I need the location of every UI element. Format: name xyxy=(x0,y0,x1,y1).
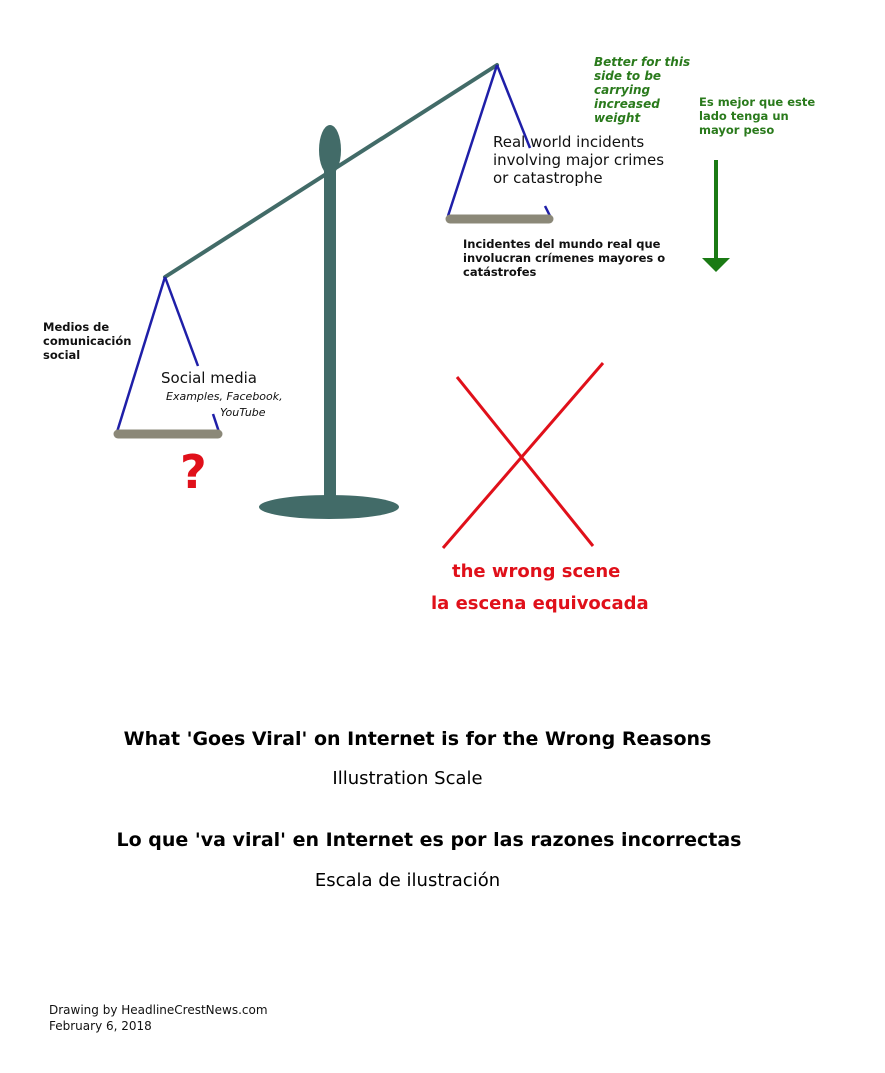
caption-title-en: What 'Goes Viral' on Internet is for the Wrong Reasons xyxy=(123,728,712,750)
left-chain-right xyxy=(165,277,198,366)
left-pan-label-en: Social media xyxy=(161,369,257,387)
credit-date: February 6, 2018 xyxy=(49,1019,152,1033)
question-mark: ? xyxy=(180,445,207,499)
right-chain-left xyxy=(448,65,497,216)
caption-subtitle-es: Escala de ilustración xyxy=(314,870,501,891)
right-pan-label-es: Incidentes del mundo real que involucran crímenes mayores o catástrofes xyxy=(463,237,666,279)
scale-post xyxy=(324,165,336,503)
arrow-down-icon xyxy=(702,160,730,272)
examples-line-2: YouTube xyxy=(220,406,266,419)
advice-label-es: Es mejor que este lado tenga un mayor peso xyxy=(699,95,816,137)
advice-label-en: Better for this side to be carrying increased weight xyxy=(594,55,691,125)
left-pan-label-es: Medios de comunicación social xyxy=(43,320,132,362)
social-media-examples xyxy=(166,389,296,421)
caption-subtitle-en: Illustration Scale xyxy=(332,768,483,789)
wrong-scene-label-es: la escena equivocada xyxy=(431,593,649,614)
wrong-scene-label-en: the wrong scene xyxy=(452,561,621,582)
x-mark-icon xyxy=(443,363,603,548)
credit-author: Drawing by HeadlineCrestNews.com xyxy=(49,1003,268,1017)
examples-line-1: Examples, Facebook, xyxy=(166,390,283,403)
right-pan-label-en: Real world incidents involving major crimes or catastrophe xyxy=(493,133,665,187)
caption-title-es: Lo que 'va viral' en Internet es por las razones incorrectas xyxy=(116,829,742,851)
